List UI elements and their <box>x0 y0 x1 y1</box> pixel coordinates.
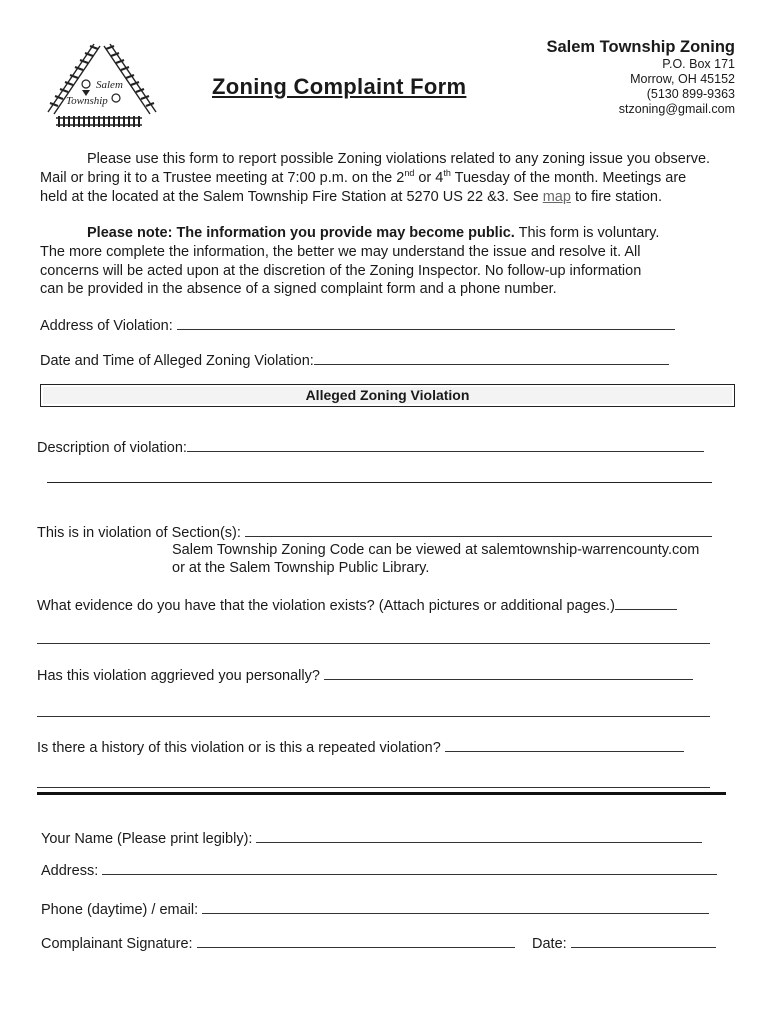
evidence-field[interactable] <box>615 596 677 610</box>
section-row: This is in violation of Section(s): <box>37 523 712 543</box>
date-time-row: Date and Time of Alleged Zoning Violation: <box>40 351 669 371</box>
form-title: Zoning Complaint Form <box>212 74 467 99</box>
date-row: Date: <box>532 934 716 954</box>
aggrieved-field[interactable] <box>324 666 693 680</box>
evidence-row: What evidence do you have that the violation exists? (Attach pictures or additional pages.) <box>37 596 677 616</box>
date-time-field[interactable] <box>314 351 669 365</box>
note-line-4: can be provided in the absence of a signed complaint form and a phone number. <box>40 281 557 297</box>
description-line-2[interactable] <box>47 482 712 483</box>
your-name-row: Your Name (Please print legibly): <box>41 829 702 849</box>
address-row: Address: <box>41 861 717 881</box>
intro-line-1: Please use this form to report possible Zoning violations related to any zoning issue you observe. <box>87 151 711 167</box>
aggrieved-line-2[interactable] <box>37 716 710 717</box>
signature-field[interactable] <box>197 934 515 948</box>
phone-email-row: Phone (daytime) / email: <box>41 900 709 920</box>
code-note-line-2: or at the Salem Township Public Library. <box>172 560 430 576</box>
history-row: Is there a history of this violation or is this a repeated violation? <box>37 738 684 758</box>
address-of-violation-row: Address of Violation: <box>40 316 675 336</box>
address-field[interactable] <box>102 861 717 875</box>
section-divider <box>37 792 726 795</box>
po-box: P.O. Box 171 <box>662 57 735 71</box>
email: stzoning@gmail.com <box>618 102 735 116</box>
history-field[interactable] <box>445 738 684 752</box>
intro-line-3: held at the located at the Salem Township Fire Station at 5270 US 22 &3. See map to fire station. <box>40 189 663 205</box>
phone-email-field[interactable] <box>202 900 709 914</box>
date-field[interactable] <box>571 934 716 948</box>
note-line-1: Please note: The information you provide may become public. This form is voluntary. <box>87 225 660 241</box>
signature-row: Complainant Signature: <box>41 934 515 954</box>
description-row: Description of violation: <box>37 438 704 458</box>
your-name-field[interactable] <box>256 829 702 843</box>
evidence-line-2[interactable] <box>37 643 710 644</box>
phone: (5130 899-9363 <box>646 87 735 101</box>
org-contact-block <box>546 38 735 117</box>
address-of-violation-field[interactable] <box>177 316 675 330</box>
aggrieved-row: Has this violation aggrieved you personally? <box>37 666 693 686</box>
description-field[interactable] <box>187 438 704 452</box>
intro-line-2: Mail or bring it to a Trustee meeting at 7:00 p.m. on the 2nd or 4th Tuesday of the month. Meetings are <box>40 168 687 186</box>
township-logo <box>38 38 166 134</box>
note-line-2: The more complete the information, the better we may understand the issue and resolve it. All <box>40 244 641 260</box>
history-line-2[interactable] <box>37 787 710 788</box>
note-line-3: concerns will be acted upon at the discretion of the Zoning Inspector. No follow-up information <box>40 263 642 279</box>
map-link[interactable]: map <box>542 189 571 205</box>
org-name: Salem Township Zoning <box>546 38 735 56</box>
svg-text:Salem: Salem <box>96 79 123 91</box>
city-state: Morrow, OH 45152 <box>630 72 735 86</box>
section-heading-alleged-violation: Alleged Zoning Violation <box>40 384 735 407</box>
code-note-line-1: Salem Township Zoning Code can be viewed at salemtownship-warrencounty.com <box>172 542 700 558</box>
svg-text:Township: Township <box>66 95 108 107</box>
section-field[interactable] <box>245 523 712 537</box>
